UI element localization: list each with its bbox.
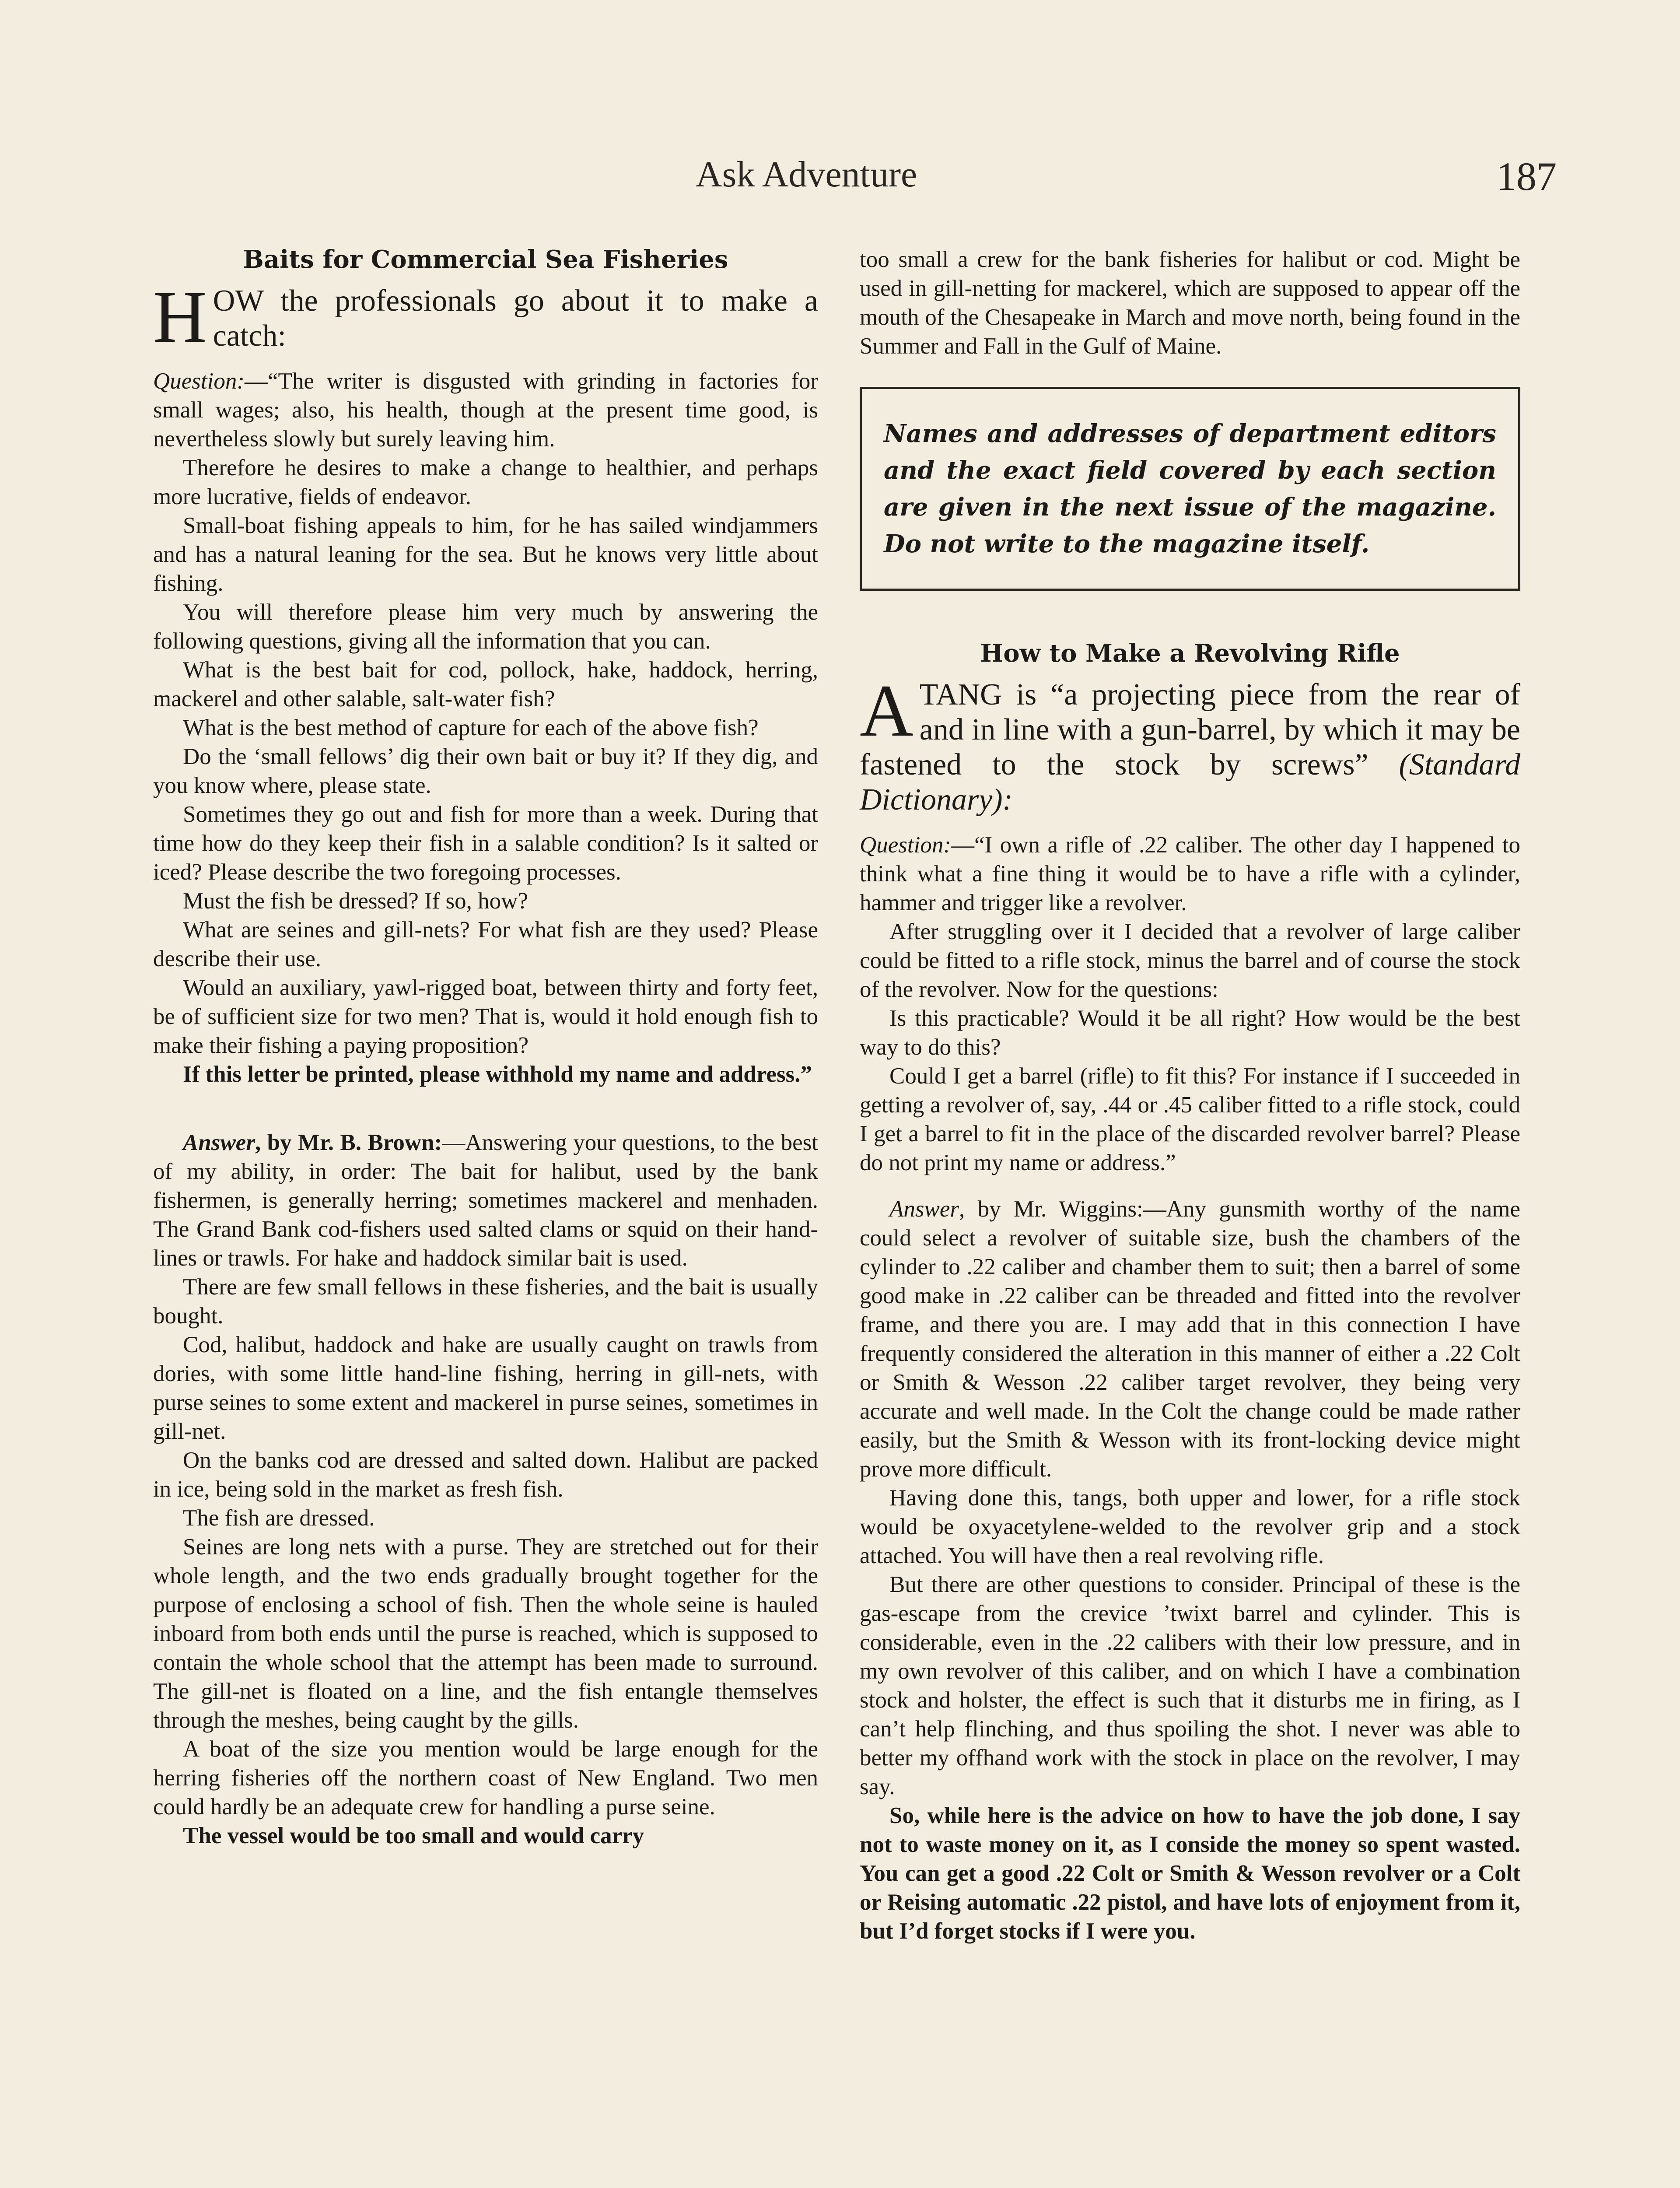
question-paragraph	[153, 367, 818, 453]
question-paragraph: After struggling over it I decided that a revolver of large caliber could be fitted to a rifle stock, minus the barrel and of course the stock of the revolver. Now for the questions:	[860, 919, 1520, 1002]
question-paragraph: Is this practicable? Would it be all right? How would be the best way to do this?	[860, 1006, 1520, 1060]
answer-byline: , by Mr. B. Brown:	[255, 1130, 442, 1155]
answer-paragraph: But there are other questions to consider. Principal of these is the gas-escape from the crevice ’twixt barrel and cylinder. This is considerable, even in the .22 calibers with their low pressure, and in my own revolver of this caliber, and on which I have a combination stock and holster, the effect is such that it disturbs me in firing, as I can’t help flinching, and thus spoiling the shot. I never was able to better my offhand work with the stock in place on the revolver, I may say.	[860, 1572, 1520, 1799]
answer-paragraph: The vessel would be too small and would carry	[183, 1823, 644, 1848]
answer-text: —Any gunsmith worthy of the name could select a revolver of suitable size, bush the chambers of the cylinder to .22 caliber and chamber them to suit; then a barrel of some good make in .22 caliber can be threaded and fitted into the revolver frame, and there you are. I may add that in this connection I have frequently considered the alteration in this manner of either a .22 Colt or Smith & Wesson .22 caliber target revolver, they being very accurate and well made. In the Colt the change could be made rather easily, but the Smith & Wesson with its front-locking device might prove more difficult.	[860, 1196, 1520, 1482]
answer-paragraph: So, while here is the advice on how to have the job done, I say not to waste money on it, as I conside the money so spent wasted. You can get a good .22 Colt or Smith & Wesson revolver or a Colt or Reising automatic .22 pistol, and have lots of enjoyment from it, but I’d forget stocks if I were you.	[860, 1803, 1520, 1944]
section-heading-baits: Baits for Commercial Sea Fisheries	[243, 245, 728, 274]
answer-label: Answer	[183, 1130, 255, 1155]
editors-notice-box: Names and addresses of department editors and the exact field covered by each section are given in the next issue of the magazine. Do not write to the magazine itself.	[860, 387, 1520, 591]
question-paragraph: Do the ‘small fellows’ dig their own bait or buy it? If they dig, and you know where, please state.	[153, 744, 818, 798]
right-column	[860, 245, 1520, 1946]
lead-paragraph-rifle	[860, 670, 1520, 817]
answer-paragraph: There are few small fellows in these fisheries, and the bait is usually bought.	[153, 1274, 818, 1329]
question-paragraph: Sometimes they go out and fish for more than a week. During that time how do they keep their fish in a salable condition? Is it salted or iced? Please describe the two foregoing processes.	[153, 802, 818, 885]
answer-text: —Answering your questions, to the best of my ability, in order: The bait for halibut, used by the bank fishermen, is generally herring; sometimes mackerel and menhaden. The Grand Bank cod-fishers used salted clams or squid on their hand-lines or trawls. For hake and haddock similar bait is used.	[153, 1130, 819, 1271]
running-head: Ask Adventure	[696, 154, 917, 195]
question-paragraph: Small-boat fishing appeals to him, for he has sailed windjammers and has a natural leaning for the sea. But he knows very little about fishing.	[153, 513, 818, 596]
question-paragraph: What is the best method of capture for each of the above fish?	[183, 715, 759, 740]
answer-byline: , by Mr. Wiggins:	[959, 1196, 1143, 1222]
question-paragraph: What are seines and gill-nets? For what fish are they used? Please describe their use.	[153, 917, 818, 971]
lead-text: OW the professionals go about it to make a catch:	[213, 284, 818, 353]
question-paragraph: You will therefore please him very much by answering the following questions, giving all the information that you can.	[153, 600, 818, 654]
continuation-paragraph: too small a crew for the bank fisheries for halibut or cod. Might be used in gill-netting for mackerel, which are supposed to appear off the mouth of the Chesapeake in March and move north, being found in the Summer and Fall in the Gulf of Maine.	[860, 247, 1520, 359]
drop-cap: H	[153, 276, 207, 358]
answer-label: Answer	[889, 1196, 959, 1222]
answer-paragraph: A boat of the size you mention would be large enough for the herring fisheries off the northern coast of New England. Two men could hardly be an adequate crew for handling a purse seine.	[153, 1736, 818, 1820]
left-column	[153, 245, 818, 1850]
question-text: —“The writer is disgusted with grinding in factories for small wages; also, his health, though at the present time good, is nevertheless slowly but surely leaving him.	[153, 368, 818, 452]
question-text: —“I own a rifle of .22 caliber. The other day I happened to think what a fine thing it would be to have a rifle with a cylinder, hammer and trigger like a revolver.	[860, 832, 1520, 915]
page-number: 187	[1496, 154, 1557, 199]
question-label: Question:	[860, 832, 952, 858]
question-label: Question:	[153, 368, 245, 394]
spacer	[860, 1177, 1520, 1195]
lead-source: (Standard Dictionary):	[860, 748, 1520, 817]
question-paragraph: Therefore he desires to make a change to healthier, and perhaps more lucrative, fields of endeavor.	[153, 455, 818, 509]
answer-paragraph: Having done this, tangs, both upper and lower, for a rifle stock would be oxyacetylene-welded to the revolver grip and a stock attached. You will have then a real revolving rifle.	[860, 1485, 1520, 1568]
section-heading-rifle: How to Make a Revolving Rifle	[980, 639, 1400, 668]
lead-text: TANG is “a projecting piece from the rear of and in line with a gun-barrel, by which it may be fastened to the stock by screws”	[860, 678, 1520, 782]
answer-paragraph	[860, 1195, 1520, 1483]
question-paragraph: Could I get a barrel (rifle) to fit this? For instance if I succeeded in getting a revolver of, say, .44 or .45 caliber fitted to a rifle stock, could I get a barrel to fit in the place of the discarded revolver barrel? Please do not print my name or address.”	[860, 1063, 1520, 1175]
question-paragraph: Would an auxiliary, yawl-rigged boat, between thirty and forty feet, be of sufficient size for two men? That is, would it hold enough fish to make their fishing a paying proposition?	[153, 975, 818, 1058]
question-paragraph: What is the best bait for cod, pollock, hake, haddock, herring, mackerel and other salable, salt-water fish?	[153, 657, 818, 712]
answer-paragraph: The fish are dressed.	[183, 1505, 375, 1531]
answer-paragraph	[153, 1128, 818, 1273]
lead-paragraph-baits	[153, 276, 818, 358]
question-paragraph: Must the fish be dressed? If so, how?	[183, 888, 528, 914]
spacer	[153, 1089, 818, 1128]
answer-paragraph: Cod, halibut, haddock and hake are usually caught on trawls from dories, with some little hand-line fishing, herring in gill-nets, with purse seines to some extent and mackerel in purse seines, sometimes in gill-net.	[153, 1332, 818, 1444]
question-paragraph: If this letter be printed, please withhold my name and address.”	[183, 1062, 812, 1087]
answer-paragraph: On the banks cod are dressed and salted down. Halibut are packed in ice, being sold in the market as fresh fish.	[153, 1448, 818, 1502]
drop-cap: A	[860, 670, 914, 752]
question-paragraph	[860, 831, 1520, 917]
answer-paragraph: Seines are long nets with a purse. They are stretched out for their whole length, and the two ends gradually brought together for the purpose of enclosing a school of fish. Then the whole seine is hauled inboard from both ends until the purse is reached, which is supposed to contain the whole school that the attempt has been made to surround. The gill-net is floated on a line, and the fish entangle themselves through the meshes, being caught by the gills.	[153, 1534, 818, 1733]
